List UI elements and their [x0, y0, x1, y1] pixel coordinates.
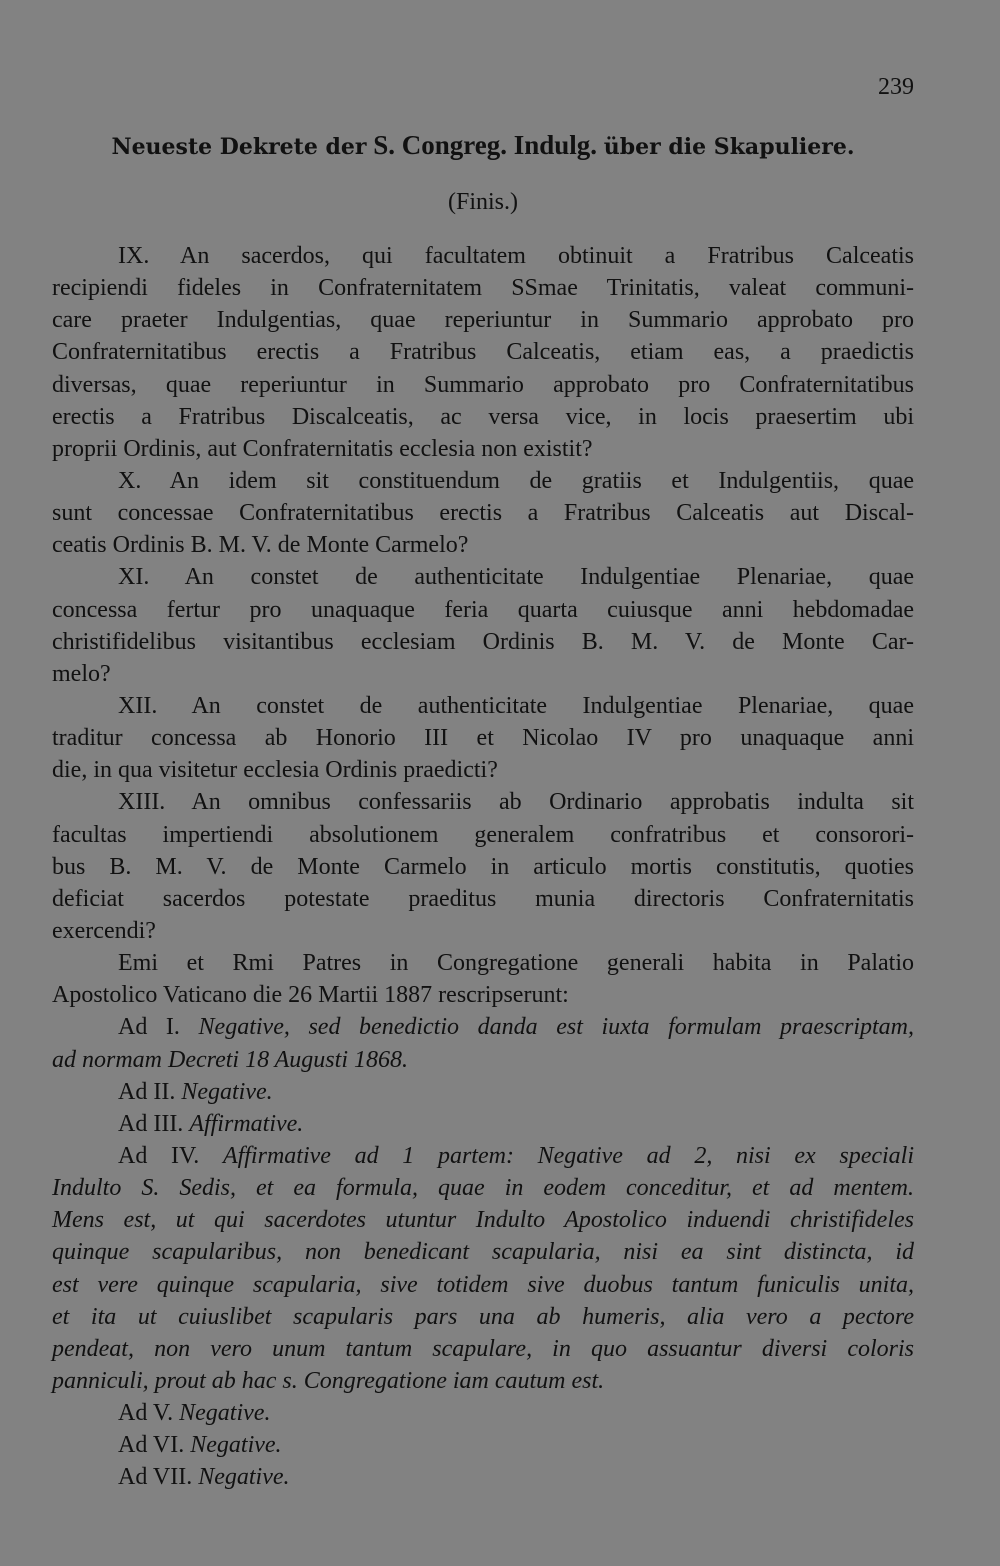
response-2-line — [52, 1076, 914, 1108]
question-xiii-line: facultas impertiendi absolutionem generalem confratribus et consorori- — [52, 821, 914, 848]
running-head-fraktur-tail: über die Skapuliere. — [603, 134, 855, 160]
question-xi-line: melo? — [52, 660, 111, 687]
response-text: et ita ut cuiuslibet scapularis pars una ab humeris, alia vero a pectore — [52, 1303, 914, 1330]
body-text — [52, 240, 914, 1493]
question-xi-line: XI. An constet de authenticitate Indulgentiae Plenariae, quae — [118, 564, 914, 591]
question-ix-line: erectis a Fratribus Discalceatis, ac versa vice, in locis praesertim ubi — [52, 403, 914, 430]
question-xiii-line: exercendi? — [52, 917, 156, 944]
response-label: Ad I. — [118, 1014, 180, 1041]
running-head-latin: S. Congreg. Indulg. — [373, 130, 598, 160]
response-text: panniculi, prout ab hac s. Congregatione iam cautum est. — [52, 1367, 605, 1394]
question-ix-line: diversas, quae reperiuntur in Summario approbato pro Confraternitatibus — [52, 371, 914, 398]
running-head — [52, 128, 914, 164]
response-text: Mens est, ut qui sacerdotes utuntur Indulto Apostolico induendi christifideles — [52, 1207, 914, 1234]
decision-line: Apostolico Vaticano die 26 Martii 1887 rescripserunt: — [52, 982, 569, 1009]
response-text: est vere quinque scapularia, sive totidem sive duobus tantum funiculis unita, — [52, 1271, 914, 1298]
response-4-line — [52, 1365, 914, 1397]
question-xi-line: concessa fertur pro unaquaque feria quarta cuiusque anni hebdomadae — [52, 596, 914, 623]
response-text: quinque scapularibus, non benedicant scapularia, nisi ea sint distincta, id — [52, 1239, 914, 1266]
response-3-line — [52, 1108, 914, 1140]
response-text: Negative. — [190, 1432, 282, 1459]
question-xiii-line: XIII. An omnibus confessariis ab Ordinario approbatis indulta sit — [118, 789, 914, 816]
response-7-line — [52, 1461, 914, 1493]
response-text: Affirmative ad 1 partem: Negative ad 2, nisi ex speciali — [222, 1142, 915, 1169]
page-number: 239 — [878, 74, 914, 100]
question-ix-line: recipiendi fideles in Confraternitatem SSmae Trinitatis, valeat communi- — [52, 275, 914, 302]
response-text: Negative, sed benedictio danda est iuxta formulam praescriptam, — [198, 1014, 915, 1041]
question-ix-line: Confraternitatibus erectis a Fratribus Calceatis, etiam eas, a praedictis — [52, 339, 914, 366]
response-4-line — [52, 1301, 914, 1333]
response-4-line — [52, 1172, 914, 1204]
question-ix-line: IX. An sacerdos, qui facultatem obtinuit a Fratribus Calceatis — [118, 243, 914, 269]
response-4-line — [52, 1236, 914, 1268]
response-text: ad normam Decreti 18 Augusti 1868. — [52, 1046, 408, 1073]
response-4-line — [52, 1140, 914, 1172]
response-4-line — [52, 1333, 914, 1365]
response-5-line — [52, 1397, 914, 1429]
response-1-line — [52, 1044, 914, 1076]
response-text: Negative. — [181, 1078, 273, 1105]
response-4-line — [52, 1204, 914, 1236]
question-xii-line: die, in qua visitetur ecclesia Ordinis praedicti? — [52, 757, 498, 784]
response-text: Indulto S. Sedis, et ea formula, quae in eodem conceditur, et ad mentem. — [52, 1175, 914, 1202]
question-xii-line: traditur concessa ab Honorio III et Nicolao IV pro unaquaque anni — [52, 725, 914, 752]
response-text: pendeat, non vero unum tantum scapulare, in quo assuantur diversi coloris — [52, 1335, 914, 1362]
question-xi-line: christifidelibus visitantibus ecclesiam Ordinis B. M. V. de Monte Car- — [52, 628, 914, 655]
question-ix-line: proprii Ordinis, aut Confraternitatis ecclesia non existit? — [52, 435, 593, 462]
response-label: Ad VII. — [118, 1464, 193, 1491]
question-xii-line: XII. An constet de authenticitate Indulgentiae Plenariae, quae — [118, 692, 914, 719]
response-text: Negative. — [198, 1464, 290, 1491]
response-label: Ad VI. — [118, 1432, 185, 1459]
decision-line: Emi et Rmi Patres in Congregatione generali habita in Palatio — [118, 950, 914, 977]
response-label: Ad V. — [118, 1400, 174, 1427]
response-text: Negative. — [179, 1400, 271, 1427]
response-label: Ad II. — [118, 1078, 176, 1105]
finis-heading: (Finis.) — [447, 189, 518, 215]
response-6-line — [52, 1429, 914, 1461]
question-x-line: sunt concessae Confraternitatibus erectis a Fratribus Calceatis aut Discal- — [52, 500, 914, 527]
question-ix-line: care praeter Indulgentias, quae reperiuntur in Summario approbato pro — [52, 307, 914, 334]
response-4-line — [52, 1269, 914, 1301]
response-label: Ad III. — [118, 1110, 184, 1137]
response-text: Affirmative. — [189, 1110, 304, 1137]
question-x-line: ceatis Ordinis B. M. V. de Monte Carmelo? — [52, 532, 469, 559]
document-page — [52, 0, 914, 1566]
question-x-line: X. An idem sit constituendum de gratiis et Indulgentiis, quae — [118, 467, 914, 494]
response-1-line — [52, 1011, 914, 1043]
running-head-fraktur: Neueste Dekrete der — [111, 134, 367, 160]
question-xiii-line: bus B. M. V. de Monte Carmelo in articulo mortis constitutis, quoties — [52, 853, 914, 880]
question-xiii-line: deficiat sacerdos potestate praeditus munia directoris Confraternitatis — [52, 885, 914, 912]
response-label: Ad IV. — [118, 1142, 200, 1169]
